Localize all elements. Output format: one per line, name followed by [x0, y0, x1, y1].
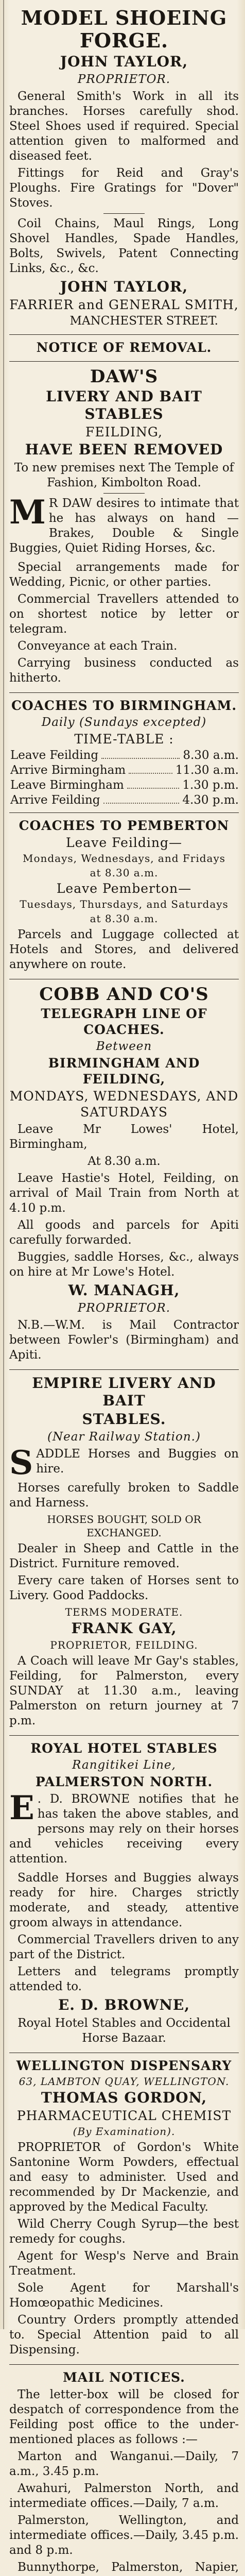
- ad-heading: WELLINGTON DISPENSARY: [16, 2058, 232, 2073]
- ad-days: MONDAYS, WEDNESDAYS, AND SATURDAYS: [9, 1089, 239, 1120]
- ad-subheading: Daily (Sundays excepted): [41, 716, 207, 729]
- ad-notice-of-removal: [9, 335, 239, 362]
- ad-address: 63, LAMBTON QUAY, WELLINGTON.: [19, 2075, 230, 2088]
- ad-body: Saddle Horses and Buggies always ready for hire. Charges strictly moderate, and steady, attentive groom always in attendance.: [9, 1871, 239, 1929]
- ad-body: Dealer in Sheep and Cattle in the District. Furniture removed.: [9, 1542, 239, 1570]
- ad-body: Leave Mr Lowes' Hotel, Birmingham,: [9, 1123, 239, 1151]
- signature-name: W. MANAGH,: [68, 1282, 180, 1299]
- timetable-time: 1.30 p.m.: [182, 778, 239, 792]
- ad-place: FEILDING,: [85, 425, 163, 439]
- drop-cap: E: [9, 1789, 34, 1827]
- ad-heading: COACHES TO BIRMINGHAM.: [11, 698, 237, 713]
- ad-body: Every care taken of Horses sent to Livery. Good Paddocks.: [9, 1574, 239, 1602]
- timetable-label: Leave Feilding: [10, 749, 99, 762]
- ad-body: PROPRIETOR of Gordon's White Santonine Worm Powders, effectual and easy to administer. Used and recommended by Dr Mackenzie, and approved by the Medical Faculty.: [9, 2141, 239, 2214]
- signature-address: MANCHESTER STREET.: [69, 314, 218, 328]
- ad-heading: MODEL SHOEING FORGE.: [21, 6, 227, 52]
- ad-body: Horses carefully broken to Saddle and Harness.: [9, 1481, 239, 1510]
- ad-body: The letter-box will be closed for despatch of correspondence from the Feilding post office to the under-mentioned places as follows :—: [9, 2388, 239, 2446]
- ad-body: Conveyance at each Train.: [18, 639, 178, 653]
- ad-body: Carrying business conducted as hitherto.: [9, 656, 239, 685]
- mail-route: Bunnythorpe, Palmerston, Napier,: [18, 2561, 239, 2574]
- ad-body: R DAW desires to intimate that he has always on hand —Brakes, Double & Single Buggies, Quiet Riding Horses, &c.: [9, 497, 239, 555]
- ad-subheading: TELEGRAPH LINE OF COACHES.: [41, 1006, 207, 1037]
- ad-heading: ROYAL HOTEL STABLES: [30, 1741, 218, 1756]
- drop-cap: S: [9, 1444, 33, 1482]
- ad-body: ADDLE Horses and Buggies on hire.: [36, 1447, 239, 1476]
- ad-mail-notices: [9, 2365, 239, 2576]
- ad-town: PALMERSTON NORTH.: [35, 1774, 213, 1789]
- schedule-line: Mondays, Wednesdays, and Fridays: [22, 852, 226, 865]
- divider: [103, 213, 145, 214]
- ad-heading: DAW'S: [90, 366, 159, 387]
- divider: [103, 493, 145, 494]
- ad-address: (Near Railway Station.): [47, 1430, 201, 1444]
- ad-body: Leave Hastie's Hotel, Feilding, on arrival of Mail Train from North at 4.10 p.m.: [9, 1172, 239, 1215]
- timetable-label: Arrive Birmingham: [10, 764, 126, 777]
- ad-between: Between: [96, 1040, 152, 1053]
- drop-cap: M: [9, 493, 46, 532]
- schedule-line: at 8.30 a.m.: [90, 867, 159, 879]
- ad-heading: NOTICE OF REMOVAL.: [36, 340, 212, 355]
- ad-status: HAVE BEEN REMOVED: [25, 441, 223, 458]
- ad-empire-livery: [9, 1370, 239, 1736]
- mail-route: Marton and Wanganui.—Daily, 7 a.m., 3.45 p.m.: [9, 2450, 239, 2478]
- proprietor-role: PHARMACEUTICAL CHEMIST: [16, 2108, 232, 2123]
- ad-body: . D. BROWNE notifies that he has taken the above stables, and persons may rely on their horses and vehicles receiving every attention.: [9, 1792, 239, 1866]
- ad-body: Sole Agent for Marshall's Homœopathic Medicines.: [9, 2281, 239, 2310]
- signature-role: PROPRIETOR.: [77, 1301, 171, 1315]
- ad-heading: EMPIRE LIVERY AND BAIT: [32, 1375, 216, 1409]
- ad-body: Commercial Travellers attended to on shortest notice by letter or telegram.: [9, 592, 239, 636]
- timetable-row: [10, 763, 239, 778]
- ad-body: Buggies, saddle Horses, &c., always on hire at Mr Lowe's Hotel.: [9, 1250, 239, 1279]
- ad-address: Rangitikei Line,: [72, 1758, 176, 1772]
- ad-heading: MAIL NOTICES.: [63, 2370, 185, 2385]
- signature-name: FRANK GAY,: [71, 1620, 177, 1637]
- timetable-time: 8.30 a.m.: [183, 749, 239, 762]
- ad-body: All goods and parcels for Apiti carefully forwarded.: [9, 1218, 239, 1247]
- ad-heading: COACHES TO PEMBERTON: [19, 818, 230, 833]
- signature-name: E. D. BROWNE,: [58, 1996, 190, 2013]
- schedule-line: Leave Feilding—: [65, 835, 183, 850]
- ad-cobb-and-co: [9, 979, 239, 1370]
- column-rule: [3, 0, 4, 2329]
- ad-body: Letters and telegrams promptly attended to.: [9, 1965, 239, 1993]
- ad-body: Coil Chains, Maul Rings, Long Shovel Handles, Spade Handles, Bolts, Swivels, Patent Connecting Links, &c., &c.: [9, 217, 239, 275]
- ad-body: Wild Cherry Cough Syrup—the best remedy for coughs.: [9, 2217, 239, 2246]
- timetable-title: TIME-TABLE :: [74, 732, 174, 747]
- ad-body: General Smith's Work in all its branches. Horses carefully shod. Steel Shoes used if required. Special attention given to malformed and diseased feet.: [9, 90, 239, 163]
- proprietor-qualification: (By Examination).: [73, 2125, 176, 2138]
- timetable-label: Arrive Feilding: [10, 793, 100, 807]
- timetable-row: [10, 778, 239, 793]
- signature-role: PROPRIETOR, FEILDING.: [50, 1639, 198, 1651]
- signature-role: Royal Hotel Stables and Occidental Horse Bazaar.: [18, 2016, 231, 2045]
- ad-terms: TERMS MODERATE.: [65, 1606, 183, 1618]
- ad-body: Commercial Travellers driven to any part of the District.: [9, 1933, 239, 1961]
- schedule-line: at 8.30 a.m.: [90, 912, 159, 925]
- ad-subheading: STABLES.: [82, 1411, 166, 1428]
- timetable-row: [10, 748, 239, 763]
- ad-body: At 8.30 a.m.: [87, 1155, 161, 1168]
- schedule-line: Leave Pemberton—: [56, 881, 192, 896]
- ad-royal-hotel-stables: [9, 1736, 239, 2053]
- ad-body: Special arrangements made for Wedding, Picnic, or other parties.: [9, 561, 239, 589]
- ad-wellington-dispensary: [9, 2053, 239, 2365]
- ad-body: Country Orders promptly attended to. Special Attention paid to all Dispensing.: [9, 2313, 239, 2357]
- ad-route: BIRMINGHAM AND FEILDING,: [48, 1056, 200, 1087]
- signature-role: FARRIER and GENERAL SMITH,: [9, 297, 239, 312]
- timetable-row: [10, 793, 239, 808]
- ad-heading: COBB AND CO'S: [39, 984, 209, 1005]
- ad-subheading: LIVERY AND BAIT STABLES: [46, 388, 202, 422]
- ad-body: Agent for Wesp's Nerve and Brain Treatment.: [9, 2249, 239, 2278]
- timetable-time: 11.30 a.m.: [175, 764, 239, 777]
- ad-body: A Coach will leave Mr Gay's stables, Feilding, for Palmerston, every SUNDAY at 11.30 a.m., leaving Palmerston on return journey at 7 p.m.: [9, 1654, 239, 1727]
- ad-daws-stables: [9, 362, 239, 693]
- ad-coaches-birmingham: [9, 693, 239, 813]
- timetable-label: Leave Birmingham: [10, 778, 124, 792]
- ad-body: HORSES BOUGHT, SOLD OR EXCHANGED.: [47, 1513, 201, 1539]
- timetable-time: 4.30 p.m.: [182, 793, 239, 807]
- ad-body: Fittings for Reid and Gray's Ploughs. Fire Gratings for "Dover" Stoves.: [9, 166, 239, 210]
- proprietor-name: THOMAS GORDON,: [41, 2089, 207, 2106]
- proprietor-role: PROPRIETOR.: [77, 73, 171, 86]
- ad-body: Parcels and Luggage collected at Hotels and Stores, and delivered anywhere on route.: [9, 928, 239, 971]
- mail-route: Palmerston, Wellington, and intermediate offices.—Daily, 3.45 p.m. and 8 p.m.: [9, 2514, 239, 2557]
- signature-name: JOHN TAYLOR,: [60, 278, 188, 295]
- schedule-line: Tuesdays, Thursdays, and Saturdays: [20, 898, 229, 910]
- ad-body: N.B.—W.M. is Mail Contractor between Fowler's (Birmingham) and Apiti.: [9, 1318, 239, 1362]
- ad-body: To new premises next The Temple of Fashion, Kimbolton Road.: [14, 461, 234, 489]
- proprietor-name: JOHN TAYLOR,: [60, 53, 188, 70]
- ad-shoeing-forge: [9, 2, 239, 335]
- ad-coaches-pemberton: [9, 813, 239, 979]
- mail-route: Awahuri, Palmerston North, and intermediate offices.—Daily, 7 a.m.: [9, 2482, 239, 2510]
